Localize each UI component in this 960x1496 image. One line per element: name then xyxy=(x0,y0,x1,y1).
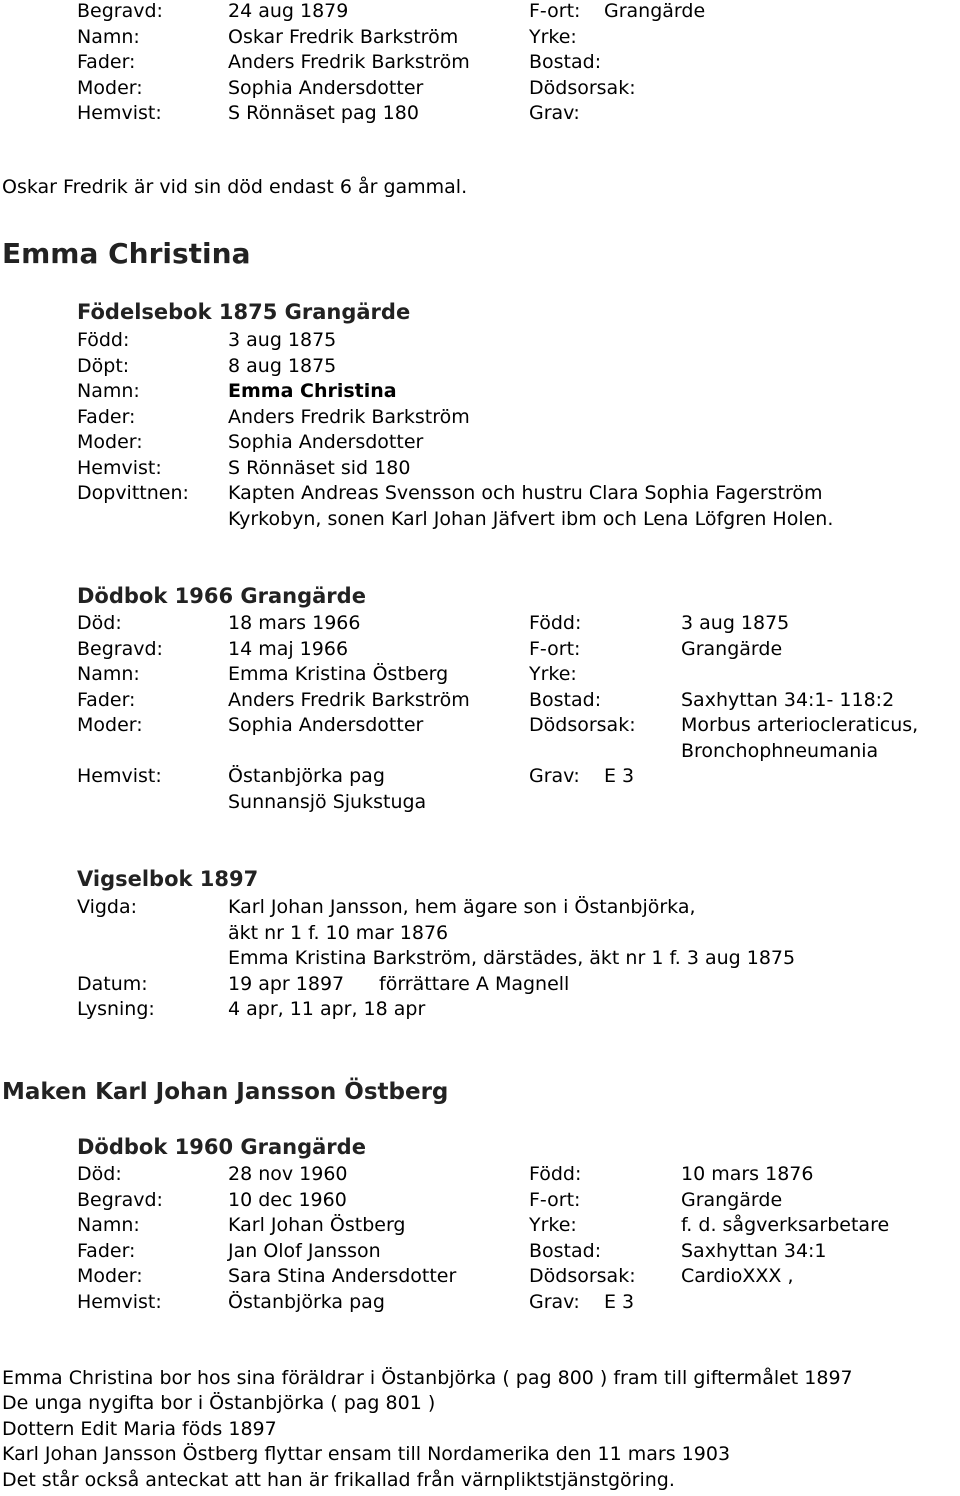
field-value: 4 apr, 11 apr, 18 apr xyxy=(228,998,426,1020)
field-value: 3 aug 1875 xyxy=(681,612,790,634)
record-row xyxy=(77,739,957,765)
field-label: Född: xyxy=(529,612,582,634)
marriage-record xyxy=(77,895,957,1023)
field-label: Död: xyxy=(77,612,122,634)
record-row xyxy=(77,481,957,530)
field-value: Morbus arteriocleraticus, xyxy=(681,714,919,736)
record-row xyxy=(77,662,957,688)
note-line: De unga nygifta bor i Östanbjörka ( pag 801 ) xyxy=(2,1392,436,1414)
record-row xyxy=(77,101,957,127)
field-label: Hemvist: xyxy=(77,765,162,787)
record-row xyxy=(77,611,957,637)
field-value: Karl Johan Östberg xyxy=(228,1214,406,1236)
field-label: Moder: xyxy=(77,76,143,99)
field-label: F-ort: xyxy=(529,637,581,660)
field-value: E 3 xyxy=(604,765,635,787)
field-label: Fader: xyxy=(77,51,136,73)
death1966-record xyxy=(77,611,957,815)
record-row xyxy=(77,921,957,947)
field-value: 28 nov 1960 xyxy=(228,1163,348,1185)
person-heading: Emma Christina xyxy=(2,237,251,270)
field-label: F-ort: xyxy=(529,1188,581,1211)
field-value: 3 aug 1875 xyxy=(228,329,337,351)
note-line: Karl Johan Jansson Östberg flyttar ensam till Nordamerika den 11 mars 1903 xyxy=(2,1443,731,1465)
field-label: Namn: xyxy=(77,380,140,402)
record-row xyxy=(77,790,957,816)
field-label: F-ort: xyxy=(529,0,581,22)
godparents-value: Kapten Andreas Svensson och hustru Clara Sophia Fagerström Kyrkobyn, sonen Karl Johan Jäfvert ibm och Lena Löfgren Holen. xyxy=(228,482,834,530)
field-label: Vigda: xyxy=(77,896,138,918)
field-value: Sunnansjö Sjukstuga xyxy=(228,790,427,813)
field-value: Karl Johan Jansson, hem ägare son i Östanbjörka, xyxy=(228,896,696,918)
note-line: Dottern Edit Maria föds 1897 xyxy=(2,1418,277,1440)
record-row xyxy=(77,764,957,790)
record-row xyxy=(77,1239,957,1265)
field-label: Namn: xyxy=(77,1214,140,1236)
record-row xyxy=(77,1290,957,1316)
field-label: Datum: xyxy=(77,972,148,995)
field-value: 10 dec 1960 xyxy=(228,1188,347,1211)
field-label: Begravd: xyxy=(77,1188,163,1211)
spouse-heading: Maken Karl Johan Jansson Östberg xyxy=(2,1079,449,1105)
field-label: Född: xyxy=(77,329,130,351)
field-label: Fader: xyxy=(77,1239,136,1262)
field-label: Bostad: xyxy=(529,1239,602,1262)
field-value: Anders Fredrik Barkström xyxy=(228,688,470,711)
record-row xyxy=(77,637,957,663)
field-label: Moder: xyxy=(77,431,143,453)
record-row xyxy=(77,25,957,51)
field-label: Född: xyxy=(529,1163,582,1185)
record-row xyxy=(77,354,957,380)
record-row xyxy=(77,895,957,921)
field-label: Hemvist: xyxy=(77,1290,162,1313)
field-label: Yrke: xyxy=(529,25,577,48)
field-label: Grav: xyxy=(529,102,580,124)
field-label: Dopvittnen: xyxy=(77,482,189,504)
field-label: Begravd: xyxy=(77,0,163,22)
record-row xyxy=(77,328,957,354)
record-row xyxy=(77,1188,957,1214)
field-value: äkt nr 1 f. 10 mar 1876 xyxy=(228,921,449,944)
field-value: 10 mars 1876 xyxy=(681,1163,814,1185)
record-row xyxy=(77,405,957,431)
field-value: 14 maj 1966 xyxy=(228,637,349,660)
field-label: Bostad: xyxy=(529,51,602,73)
field-value: Emma Kristina Östberg xyxy=(228,663,449,685)
field-value: Sara Stina Andersdotter xyxy=(228,1265,457,1287)
field-label: Moder: xyxy=(77,714,143,736)
record-row xyxy=(77,430,957,456)
field-value: Emma Christina xyxy=(228,380,397,402)
record-row xyxy=(77,0,957,25)
record-row xyxy=(77,946,957,972)
field-value: Grangärde xyxy=(604,0,706,22)
field-label: Namn: xyxy=(77,25,140,48)
death-note: Oskar Fredrik är vid sin död endast 6 år gammal. xyxy=(2,176,468,198)
field-value: CardioXXX , xyxy=(681,1265,794,1287)
field-label: Grav: xyxy=(529,1290,580,1313)
field-label: Grav: xyxy=(529,765,580,787)
field-label: Lysning: xyxy=(77,998,155,1020)
birth-record xyxy=(77,328,957,530)
field-value: 8 aug 1875 xyxy=(228,354,337,377)
field-value: 19 apr 1897 xyxy=(228,972,345,995)
field-value: Anders Fredrik Barkström xyxy=(228,405,470,428)
field-value: Oskar Fredrik Barkström xyxy=(228,25,459,48)
marriage-heading: Vigselbok 1897 xyxy=(77,867,259,891)
field-label: Dödsorsak: xyxy=(529,714,636,736)
field-value: förrättare A Magnell xyxy=(379,972,570,995)
record-row xyxy=(77,1264,957,1290)
field-value: E 3 xyxy=(604,1290,635,1313)
record-row xyxy=(77,972,957,998)
field-label: Döpt: xyxy=(77,354,130,377)
field-value: Sophia Andersdotter xyxy=(228,431,424,453)
record-row xyxy=(77,1213,957,1239)
field-value: Emma Kristina Barkström, därstädes, äkt nr 1 f. 3 aug 1875 xyxy=(228,947,796,969)
field-label: Begravd: xyxy=(77,637,163,660)
field-value: Grangärde xyxy=(681,1188,783,1211)
note-line: Emma Christina bor hos sina föräldrar i Östanbjörka ( pag 800 ) fram till giftermålet 1897 xyxy=(2,1367,853,1389)
field-value: S Rönnäset pag 180 xyxy=(228,102,419,124)
field-value: S Rönnäset sid 180 xyxy=(228,456,411,479)
field-label: Fader: xyxy=(77,688,136,711)
record-row xyxy=(77,379,957,405)
field-value: Bronchophneumania xyxy=(681,739,879,762)
field-label: Dödsorsak: xyxy=(529,1265,636,1287)
record-row xyxy=(77,456,957,482)
field-value: Saxhyttan 34:1 xyxy=(681,1239,827,1262)
death1966-heading: Dödbok 1966 Grangärde xyxy=(77,584,366,608)
field-value: 24 aug 1879 xyxy=(228,0,349,22)
death1960-record xyxy=(77,1162,957,1315)
note-line: Det står också anteckat att han är frikallad från värnpliktstjänstgöring. xyxy=(2,1469,675,1491)
field-value: Sophia Andersdotter xyxy=(228,76,424,99)
field-value: Saxhyttan 34:1- 118:2 xyxy=(681,688,895,711)
record-row xyxy=(77,688,957,714)
record-row xyxy=(77,50,957,76)
top-record xyxy=(77,0,957,127)
field-label: Bostad: xyxy=(529,688,602,711)
record-row xyxy=(77,1162,957,1188)
field-label: Namn: xyxy=(77,663,140,685)
birth-heading: Födelsebok 1875 Grangärde xyxy=(77,300,411,324)
field-value: Östanbjörka pag xyxy=(228,765,385,787)
field-value: Grangärde xyxy=(681,637,783,660)
field-value: Anders Fredrik Barkström xyxy=(228,51,470,73)
field-label: Fader: xyxy=(77,405,136,428)
field-label: Yrke: xyxy=(529,1214,577,1236)
field-label: Död: xyxy=(77,1163,122,1185)
field-value: 18 mars 1966 xyxy=(228,612,361,634)
field-label: Dödsorsak: xyxy=(529,76,636,99)
field-label: Yrke: xyxy=(529,663,577,685)
field-label: Moder: xyxy=(77,1265,143,1287)
record-row xyxy=(77,713,957,739)
record-row xyxy=(77,997,957,1023)
death1960-heading: Dödbok 1960 Grangärde xyxy=(77,1135,366,1159)
field-label: Hemvist: xyxy=(77,456,162,479)
record-row xyxy=(77,76,957,102)
field-value: Östanbjörka pag xyxy=(228,1290,385,1313)
field-label: Hemvist: xyxy=(77,102,162,124)
field-value: f. d. sågverksarbetare xyxy=(681,1214,890,1236)
field-value: Jan Olof Jansson xyxy=(228,1239,381,1262)
field-value: Sophia Andersdotter xyxy=(228,714,424,736)
